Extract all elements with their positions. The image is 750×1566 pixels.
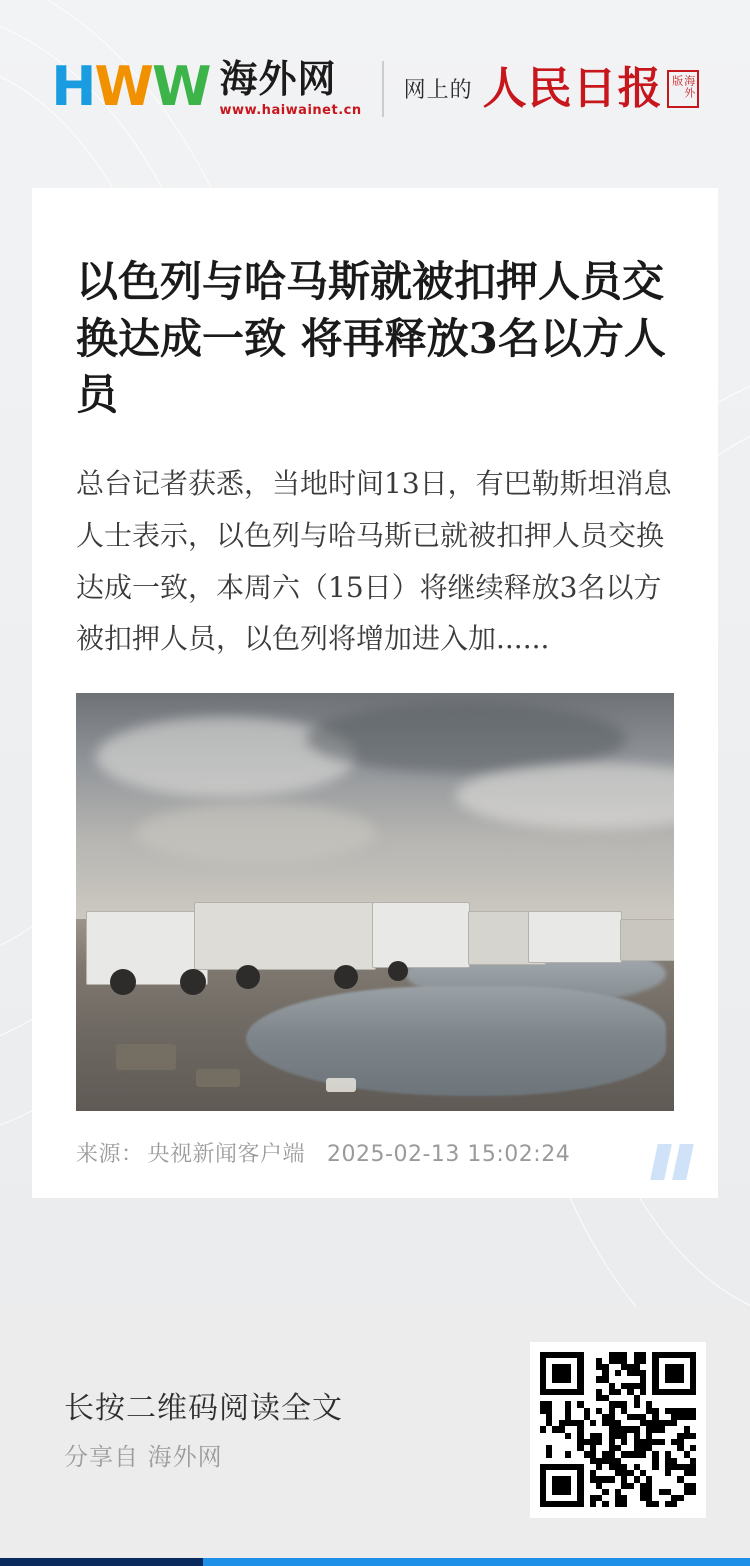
publish-time: 2025-02-13 15:02:24 (327, 1142, 571, 1168)
image-debris (196, 1069, 240, 1087)
poster-footer (0, 1307, 750, 1566)
source-name: 央视新闻客户端 (147, 1142, 306, 1168)
article-title: 以色列与哈马斯就被扣押人员交换达成一致 将再释放3名以方人员 (76, 257, 666, 420)
quote-bar (672, 1144, 694, 1180)
hww-wordmark (51, 55, 210, 119)
logo-row (51, 55, 699, 119)
partner-prefix: 网上的 (403, 78, 473, 104)
image-truck (372, 902, 470, 968)
haiwainet-text (219, 57, 362, 118)
image-wheel (236, 965, 260, 989)
footer-share-from: 分享自 海外网 (64, 1443, 223, 1471)
article-summary: 总台记者获悉，当地时间13日，有巴勒斯坦消息人士表示，以色列与哈马斯已就被扣押人员交换达成一致，本周六（15日）将继续释放3名以方被扣押人员，以色列将增加进入加...... (76, 467, 672, 656)
bottom-accent-bar (0, 1558, 750, 1566)
source-label: 来源： (76, 1142, 144, 1168)
site-header (0, 0, 750, 178)
haiwainet-logo (51, 55, 362, 119)
footer-cta: 长按二维码阅读全文 (64, 1391, 343, 1426)
image-wheel (388, 961, 408, 981)
article-image (76, 693, 674, 1111)
image-truck (620, 919, 674, 961)
peoples-daily-logo (403, 62, 699, 114)
bottom-accent-blue (203, 1558, 750, 1566)
image-debris (116, 1044, 176, 1070)
partner-badge: 海外版 (667, 70, 699, 108)
article-card (32, 188, 718, 1198)
partner-title: 人民日报 (482, 62, 663, 114)
image-cloud (136, 803, 376, 863)
qr-code-pattern (540, 1352, 696, 1508)
qr-code[interactable] (530, 1342, 706, 1518)
hww-letter-w2: W (151, 55, 210, 119)
footer-text-block (64, 1383, 343, 1490)
article-meta (76, 1137, 674, 1168)
header-divider (382, 61, 384, 117)
image-wheel (110, 969, 136, 995)
quote-bar (650, 1144, 672, 1180)
image-truck (194, 902, 376, 970)
hww-letter-w1: W (94, 55, 152, 119)
image-debris (326, 1078, 356, 1092)
bottom-accent-dark (0, 1558, 203, 1566)
image-wheel (180, 969, 206, 995)
haiwainet-name: 海外网 (219, 57, 337, 102)
quote-decoration (654, 1144, 690, 1180)
hww-letter-h: H (51, 55, 95, 119)
image-truck (528, 911, 622, 963)
image-wheel (334, 965, 358, 989)
haiwainet-url: www.haiwainet.cn (219, 102, 362, 118)
